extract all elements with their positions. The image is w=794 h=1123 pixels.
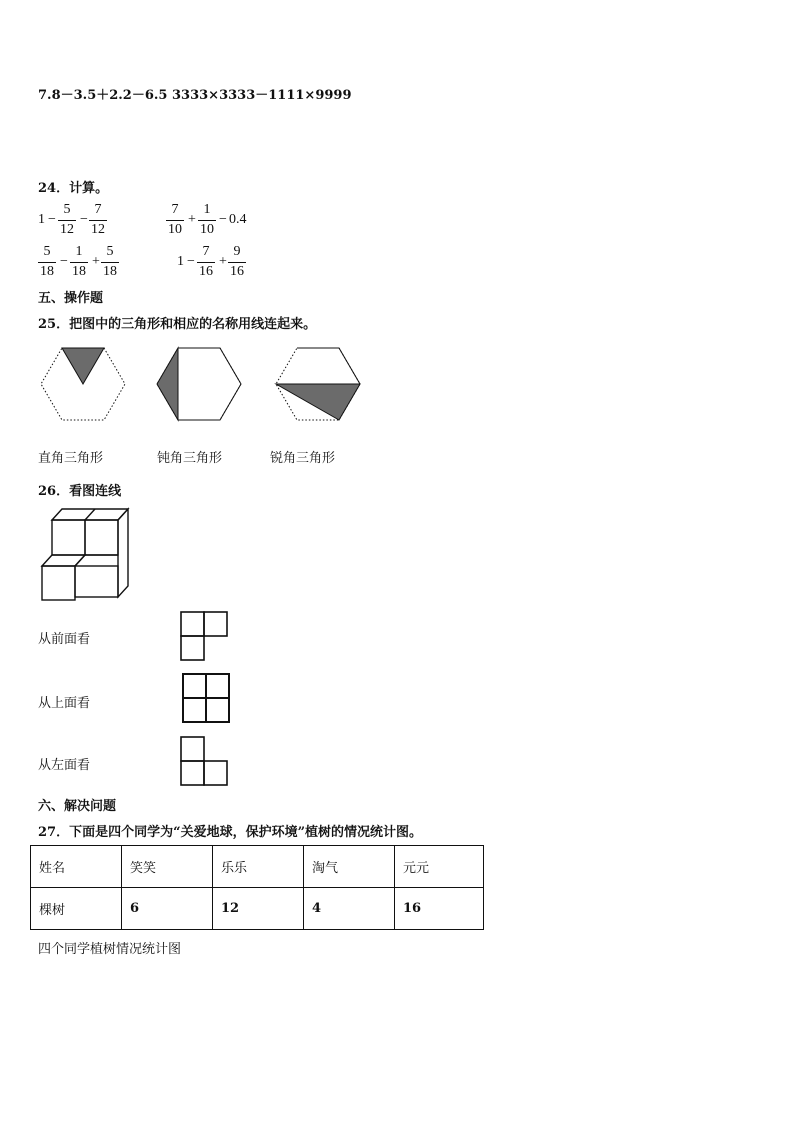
tree-planting-table (30, 845, 484, 930)
table-cell: 12 (213, 888, 304, 930)
view-diagram-a (181, 612, 227, 660)
table-header-cell: 淘气 (304, 846, 395, 888)
expr3-fraction-1: 5 18 (40, 244, 54, 279)
view-label-left: 从左面看 (38, 758, 91, 773)
expr1-fraction-1: 5 12 (60, 202, 74, 237)
expr4-fraction-1: 7 16 (199, 244, 213, 279)
chart-caption: 四个同学植树情况统计图 (38, 942, 182, 957)
q27-title: 27．下面是四个同学为“关爱地球，保护环境”植树的情况统计图。 (38, 825, 423, 840)
table-header-cell: 笑笑 (122, 846, 213, 888)
expr1-whole: 1 (38, 212, 45, 227)
label-acute-triangle: 锐角三角形 (270, 451, 336, 466)
table-cell: 6 (122, 888, 213, 930)
expr2-tail: 0.4 (229, 212, 247, 227)
section-6-heading: 六、解决问题 (38, 799, 117, 814)
view-diagram-b (183, 674, 229, 722)
expr4-whole: 1 (177, 254, 184, 269)
table-header-row (31, 846, 484, 888)
q24-title: 24．计算。 (38, 181, 109, 196)
expr4-op2: + (219, 254, 227, 269)
calc-line: 7.8－3.5＋2.2－6.5 3333×3333－1111×9999 (38, 88, 352, 103)
expr1-op2: − (80, 212, 88, 227)
expr4-op1: − (187, 254, 195, 269)
table-header-cell: 乐乐 (213, 846, 304, 888)
section-5-heading: 五、操作题 (38, 291, 104, 306)
table-row (31, 888, 484, 930)
view-label-top: 从上面看 (38, 696, 91, 711)
expr2-fraction-2: 1 10 (200, 202, 214, 237)
table-header-cell: 元元 (395, 846, 484, 888)
table-cell: 4 (304, 888, 395, 930)
expr3-fraction-2: 1 18 (72, 244, 86, 279)
expr2-op1: + (188, 212, 196, 227)
expr1-op1: − (48, 212, 56, 227)
table-cell: 16 (395, 888, 484, 930)
table-row-label: 棵树 (31, 888, 122, 930)
label-right-triangle: 直角三角形 (38, 451, 104, 466)
view-label-front: 从前面看 (38, 632, 91, 647)
view-diagram-c (181, 737, 227, 785)
expr2-op2: − (219, 212, 227, 227)
q26-title: 26．看图连线 (38, 484, 122, 499)
expr3-fraction-3: 5 18 (103, 244, 117, 279)
expr3-op1: − (60, 254, 68, 269)
expr3-op2: + (92, 254, 100, 269)
expr4-fraction-2: 9 16 (230, 244, 244, 279)
expr2-fraction-1: 7 10 (168, 202, 182, 237)
q25-title: 25．把图中的三角形和相应的名称用线连起来。 (38, 317, 317, 332)
label-obtuse-triangle: 钝角三角形 (157, 451, 223, 466)
table-header-cell: 姓名 (31, 846, 122, 888)
expr1-fraction-2: 7 12 (91, 202, 105, 237)
